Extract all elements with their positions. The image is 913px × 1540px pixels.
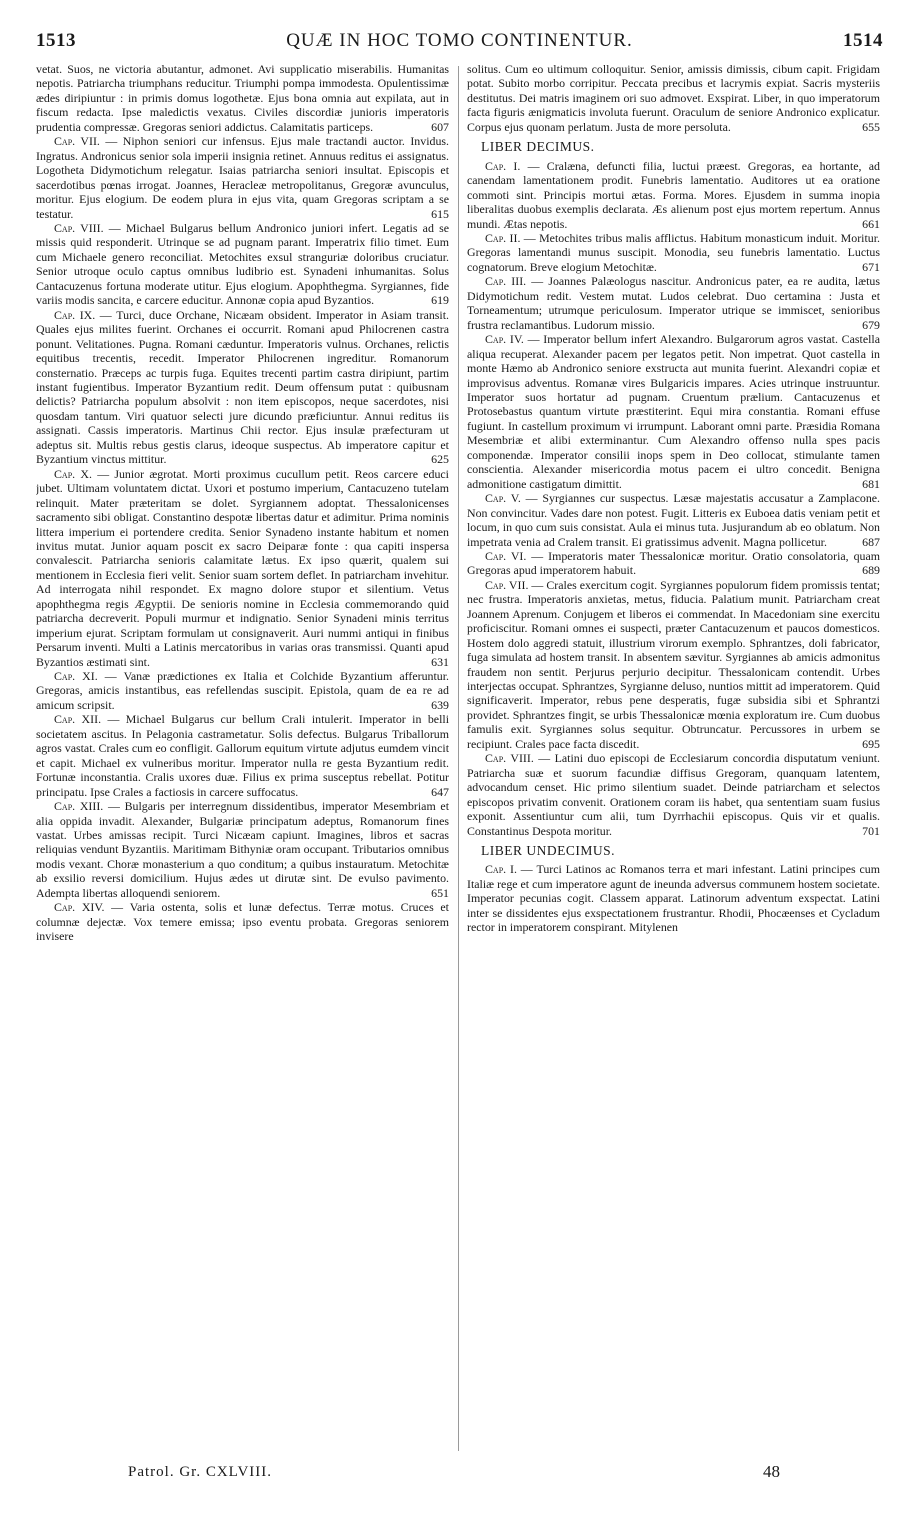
entry-text: Junior ægrotat. Morti proximus cucullum petit. Reos carcere educi jubet. Ultimam voluntatem dictat. Uxori et postumo imperium, Cantacuzeno tutelam relinquit. Mater præteritam se dolet. Syrgiannem adoptat. Thessalonicenses sacramento sibi obligat. Constantino despotæ libertas datur et adimitur. Prima nominis littera imperium ei portendere credita. Senior Synadeno instante habitum et nomen invitus mutat. Junior aquam poscit ex sacro Deiparæ fonte : qua capiti inspersa convalescit. Patriarcha senioris calamitate lætus. Ex ipso quærit, qualem sui mentionem in Ecclesia fieri velit. Senior suam sortem deflet. In patriarcham invehitur. Ad interrogata nihil respondet. Ex magno dolore stupor et silentium. Vetus apophthegma regis Ægyptii. De senioris nomine in Ecclesia commemorando quid patriarcha decreverit. Populi murmur et indignatio. Senior Synadeni minis territus imperium ejurat. Scriptam formulam ut consignaverit. Auri nummi antiqui in finibus Persarum inventi. Multi a Latinis mercatoribus in varias oras transmissi. Quanti apud Byzantios æstimati sint.: [36, 466, 449, 669]
entry-page-number: 651: [431, 885, 449, 900]
entry-page-number: 619: [431, 293, 449, 308]
chapter-label: Cap. XIV. —: [54, 900, 130, 915]
entry-page-number: 681: [862, 476, 880, 491]
entry-page-number: 671: [862, 259, 880, 274]
chapter-label: Cap. I. —: [485, 158, 547, 173]
entry-text: Imperator bellum infert Alexandro. Bulgarorum agros vastat. Castella aliqua recuperat. Alexander pacem per legatos petit. Non impetrat. Quot castella in monte Hæmo ab Andronico seniore exstructa aut munita fuerint. Alexandri copiæ et improvisus adventus. Romanæ vires Bulgaricis impares. Acies utrinque instruuntur. Imperator suos hortatur ad pugnam. Cruentum prælium. Cantacuzenus et Protosebastus quantum virtute præstiterint. Equi mira constantia. Romani effuse fugiunt. In castellum proximum vi irrumpunt. Laborant omni parte. Præsidia Romana Mesembriæ et alibi exterminantur. Cum Alexandro offenso nulla spes pacis componendæ. Imperator consilii inops spem in Deo collocat, stimulante tamen conscientia. Alexander misericordia motus pacem ei ultro concedit. Benigna admonitione castigatum dimittit.: [467, 332, 880, 491]
contents-entry: [36, 221, 449, 308]
entry-text: Vanæ prædictiones ex Italia et Colchide Byzantium afferuntur. Gregoras, amicis instantibus, eas refellendas suscipit. Epistola, quam de ea re ad amicum scripsit.: [36, 669, 449, 712]
entry-text: Turci Latinos ac Romanos terra et mari infestant. Latini principes cum Italiæ rege et cum imperatore agunt de ineunda adversus communem hostem societate. Imperator pecunias cogit. Classem apparat. Latinorum adventum exspectat. Latini inter se dissidentes ejus exspectationem frustrantur. Rhodii, Phocæenses et Cycladum rector in imperatorem conspirant. Mitylenen: [467, 862, 880, 935]
left-page-number: 1513: [36, 30, 76, 51]
contents-entry: [467, 751, 880, 838]
contents-entry: [467, 332, 880, 491]
chapter-label: Cap. VII. —: [54, 134, 123, 149]
entry-text: vetat. Suos, ne victoria abutantur, admonet. Avi supplicatio miserabilis. Humanitas nepotis. Patriarcha triumphans reducitur. Triumphi pompa immodesta. Opulentissimæ ædes diripiuntur : in primis domus logothetæ. Ejus bona omnia aut expilata, aut in fiscum redacta. Ipse maledictis vexatus. Civiles discordiæ junioris imperatoris prudentia compressæ. Gregoras seniori addictus. Calamitatis particeps.: [36, 62, 449, 134]
contents-entry: [36, 62, 449, 134]
entry-text: Turci, duce Orchane, Nicæam obsident. Imperator in Asiam transit. Quales ejus milites fuerint. Orchanes ei occurrit. Romani apud Philocrenen castra ponunt. Velitationes. Pugna. Romani cæduntur. Imperatoris vulnus. Orchanes, relictis equitibus trecentis, recedit. Imperator Philocrenen ingreditur. Romanorum consternatio. Præceps ac turpis fuga. Equites trecenti partim castra diripiunt, partim instant fugientibus. Imperator Byzantium redit. Deum offensum putat : quibusnam delictis? Patriarcha populum absolvit : non item episcopos, neque sacerdotes, nisi quosdam tantum. Viri quatuor selecti jure dicundo præficiuntur. Annui reditus iis assignati. Cassis imperatoris. Martinus Chii rector. Ejus insulæ præfecturam ut adeptus sit. Multis rebus gestis clarus, ideoque suspectus. Ab imperatore capitur et Byzantium vinctus mittitur.: [36, 307, 449, 467]
entry-page-number: 647: [431, 784, 449, 799]
chapter-label: Cap. I. —: [485, 862, 537, 877]
entry-text: Latini duo episcopi de Ecclesiarum concordia disputatum veniunt. Patriarcha suæ et suorum facundiæ diffisus Gregoram, quanquam latentem, advocandum censet. Hic primo silentium suadet. Deinde patriarcham et selectos episcopos privatim convenit. Orationem coram iis habet, qua sententiam suam fusius exponit. Assentiuntur cum alii, tum Dyrrhachii episcopus. Quis vir et qualis. Constantinus Despota moritur.: [467, 751, 880, 838]
chapter-label: Cap. III. —: [485, 274, 549, 289]
chapter-label: Cap. VIII. —: [54, 220, 126, 235]
contents-entry: [36, 900, 449, 943]
right-page-number: 1514: [843, 30, 883, 51]
entry-page-number: 689: [862, 563, 880, 578]
entry-page-number: 631: [431, 654, 449, 669]
entry-text: Michael Bulgarus bellum Andronico juniori infert. Legatis ad se missis quid responderit. Utrinque se ad pugnam parant. Imperatrix filio timet. Eum cum Michaele genero reconciliat. Metochites exsul stranguriæ doloribus cruciatur. Senior utroque oculo captus omnibus ludibrio est. Synadeni inhumanitas. Solus Cantacuzenus fortuna moderate utitur. Ejus elogium. Apophthegma. Syrgiannes, fide variis modis sancita, e carcere educitur. Annonæ copia apud Byzantios.: [36, 220, 449, 308]
contents-entry: [467, 491, 880, 549]
chapter-label: Cap. V. —: [485, 491, 543, 506]
contents-entry: [467, 578, 880, 751]
contents-entry: [467, 549, 880, 578]
entry-page-number: 607: [431, 119, 449, 134]
entry-page-number: 655: [862, 119, 880, 134]
entry-text: Bulgaris per interregnum dissidentibus, imperator Mesembriam et alia oppida invadit. Alexander, Bulgariæ principatum adeptus, Romanorum fines vastat. Urbes amissas recipit. Turci Nicæam capiunt. Imagines, libros et sacras reliquias vendunt Byzantiis. Maritimam Bithyniæ oram occupant. Tributarios omnibus modis vexant. Choræ monasterium a quo conditum; a quibus instauratum. Metochitæ ab exsilio reversi domicilium. Hujus ædes ut dirutæ sint. De evulso pavimento. Adempta libertas alloquendi seniorem.: [36, 799, 449, 900]
contents-entry: [467, 231, 880, 274]
entry-text: Niphon seniori cur infensus. Ejus male tractandi auctor. Invidus. Ingratus. Andronicus senior sola imperii insignia retinet. Annuus reditus ei assignatus. Logotheta Didymotichum relegatur. Isaias patriarcha seniori insultat. Episcopis et sacerdotibus pœnas irrogat. Joannes, Heracleæ metropolitanus, Gregoræ avunculus, moritur. Ejus elogium. De eodem plura in ejus vita, quam Gregoras scriptam a se testatur.: [36, 134, 449, 221]
contents-entry: [36, 799, 449, 900]
book-heading: LIBER DECIMUS.: [481, 139, 595, 155]
chapter-label: Cap. II. —: [485, 230, 540, 245]
chapter-label: Cap. IV. —: [485, 332, 544, 347]
chapter-label: Cap. IX. —: [54, 307, 117, 322]
chapter-label: Cap. VII. —: [485, 577, 547, 592]
footer-volume: Patrol. Gr. CXLVIII.: [128, 1464, 273, 1480]
contents-entry: [467, 274, 880, 332]
chapter-label: Cap. XIII. —: [54, 799, 125, 814]
entry-page-number: 625: [431, 452, 449, 467]
running-title: QUÆ IN HOC TOMO CONTINENTUR.: [286, 30, 633, 51]
entry-text: Syrgiannes cur suspectus. Læsæ majestatis accusatur a Zamplacone. Non convincitur. Vades dare non potest. Fugit. Litteris ex Euboea datis veniam petit et locum, in quo cum suis consistat. Aula ei minus tuta. Jusjurandum ab eo oblatum. Non impetrata venia ad Cralem transit. Ei gratissimus advenit. Magna pollicetur.: [467, 491, 880, 549]
chapter-label: Cap. XII. —: [54, 712, 126, 727]
contents-entry: [36, 308, 449, 467]
entry-page-number: 639: [431, 697, 449, 712]
entry-page-number: 679: [862, 317, 880, 332]
entry-text: Joannes Palæologus nascitur. Andronicus pater, ea re audita, lætus Didymotichum redit. Vestem mutat. Ludos celebrat. Duo certamina : Justa et Torneamentum; utrumque periculosum. Imperator utrique se immiscet, senioribus frustra reclamantibus. Ludorum missio.: [467, 274, 880, 332]
entry-text: solitus. Cum eo ultimum colloquitur. Senior, amissis dimissis, cibum capit. Frigidam potat. Subito morbo corripitur. Peccata precibus et lacrymis expiat. Sacris mysteriis destitutus. Dei matris imaginem ori suo admovet. Exspirat. Liber, in quo imperatorum facta figuris ænigmaticis involuta fuerunt. Oraculum de seniore Andronico explicatur. Corpus ejus quonam perlatum. Justa de more persoluta.: [467, 62, 880, 134]
entry-text: Michael Bulgarus cur bellum Crali intulerit. Imperator in belli societatem ascitus. In Pelagonia castrametatur. Solis defectus. Bulgarus Triballorum agros vastat. Crales cum eo confligit. Gallorum equitum virtute adjutus eumdem vincit et capit. Michael ex vulneribus moritur. Imperator nulla re gesta Byzantium redit. Fortunæ inconstantia. Cralis uxores duæ. Filius ex prima susceptus rebellat. Potitur principatu. Ipse Crales a factiosis in carcere suffocatus.: [36, 712, 449, 799]
entry-page-number: 687: [862, 534, 880, 549]
book-heading: LIBER UNDECIMUS.: [481, 843, 616, 859]
right-column: [467, 62, 880, 1462]
contents-entry: [36, 712, 449, 799]
entry-text: Varia ostenta, solis et lunæ defectus. Terræ motus. Cruces et columnæ dejectæ. Vox temere emissa; ipso eventu probata. Gregoras seniorem invisere: [36, 900, 449, 944]
entry-text: Crales exercitum cogit. Syrgiannes populorum fidem promissis tentat; nec frustra. Imperatoris anxietas, metus, fiducia. Palatium munit. Patriarcham creat Joannem Aprenum. Conjugem et liberos ei commendat. In Macedoniam sine exercitu proficiscitur. Romani omnes ei suspecti, præter Cantacuzenum et paucos domesticos. Hostem dolo aggredi statuit, illustrium virorum exemplo. Sphrantzes, doli fabricator, fuga simulata ad hostem transit. In absentem sævitur. Syrgiannes ab amicis admonitus fraudem non sentit. Perjurus perjurio decipitur. Thessalonicam contendit. Urbes interjectas occupat. Sphrantzes, Syrgianne deluso, nuntios mittit ad imperatorem. Quid significaverit. Imperator, rebus pene desperatis, fugæ subsidia sibi et Sphrantzi providet. Sphrantzes fingit, se urbis Thessalonicæ mœnia exploratum ire. Cum duobus famulis exit. Syrgiannes solus sequitur. Obtruncatur. Percussores in urbem se recipiunt. Crales pace facta discedit.: [467, 577, 880, 751]
entry-text: Metochites tribus malis afflictus. Habitum monasticum induit. Moritur. Gregoras lamentandi munus suscipit. Monodia, seu funebris lamentatio. Luctus cognatorum. Breve elogium Metochitæ.: [467, 230, 880, 274]
contents-entry: [36, 467, 449, 669]
contents-entry: [36, 669, 449, 712]
entry-text: Cralæna, defuncti filia, luctui præest. Gregoras, ea hortante, ad canendam lamentationem prodit. Funebris lamentatio. Auditores ut ea oratione commoti sint. Principis mortui ætas. Forma. Mores. Ejusdem in summa inopia liberalitas duobus exemplis declarata. Æs alienum post ejus mortem repertum. Annus mundi. Ætas nepotis.: [467, 158, 880, 231]
contents-entry: [467, 862, 880, 934]
entry-page-number: 615: [431, 206, 449, 221]
chapter-label: Cap. VI. —: [485, 548, 549, 563]
chapter-label: Cap. VIII. —: [485, 751, 555, 766]
entry-page-number: 661: [862, 216, 880, 231]
chapter-label: Cap. X. —: [54, 466, 115, 481]
page-header: [36, 30, 883, 58]
chapter-label: Cap. XI. —: [54, 669, 124, 684]
contents-entry: [467, 159, 880, 231]
footer-signature: 48: [763, 1462, 780, 1481]
column-divider: [458, 66, 459, 1451]
left-column: [36, 62, 449, 1452]
entry-text: Imperatoris mater Thessalonicæ moritur. Oratio consolatoria, quam Gregoras apud imperatorem habuit.: [467, 548, 880, 578]
entry-page-number: 695: [862, 736, 880, 751]
entry-page-number: 701: [862, 823, 880, 838]
contents-entry: [467, 62, 880, 134]
contents-entry: [36, 134, 449, 221]
